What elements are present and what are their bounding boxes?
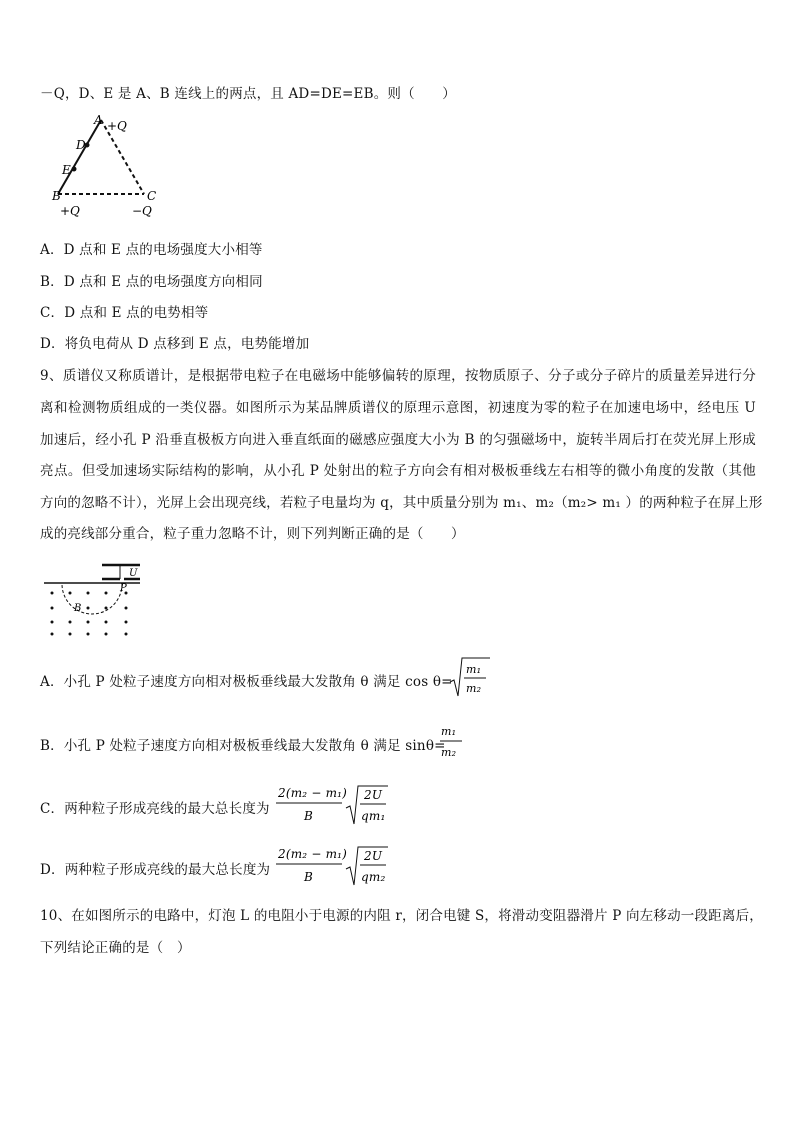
q9-stem-line-3: 加速后，经小孔 P 沿垂直极板方向进入垂直纸面的磁感应强度大小为 B 的匀强磁场中，旋转半周后打在荧光屏上形成 bbox=[40, 432, 756, 448]
label-B: B bbox=[52, 189, 61, 203]
q10-stem-line-2: 下列结论正确的是（ ） bbox=[40, 940, 191, 956]
label-minusQ-C: −Q bbox=[132, 204, 152, 218]
q9-stem-line-4: 亮点。但受加速场实际结构的影响，从小孔 P 处射出的粒子方向会有相对极板垂线左右相等的微小角度的发散（其他 bbox=[40, 463, 756, 479]
q9-mass-spectrometer-figure bbox=[40, 560, 150, 636]
label-plusQ-A: +Q bbox=[107, 119, 127, 133]
q9-option-b-formula bbox=[438, 720, 468, 764]
q9-option-a-denominator: m₂ bbox=[466, 682, 482, 695]
label-P: P bbox=[120, 583, 127, 594]
q9-option-b-denominator: m₂ bbox=[441, 746, 457, 759]
q8-option-c: C．D 点和 E 点的电势相等 bbox=[40, 305, 209, 321]
label-E: E bbox=[62, 163, 71, 177]
label-C: C bbox=[147, 189, 157, 203]
q9-option-b-text: B．小孔 P 处粒子速度方向相对极板垂线最大发散角 θ 满足 sinθ= bbox=[40, 738, 446, 754]
q9-option-d-root-denominator: qm₂ bbox=[361, 870, 386, 884]
q9-option-a-text: A．小孔 P 处粒子速度方向相对极板垂线最大发散角 θ 满足 cos θ= bbox=[40, 674, 453, 690]
q8-option-b: B．D 点和 E 点的电场强度方向相同 bbox=[40, 274, 263, 290]
q9-option-b-numerator: m₁ bbox=[441, 725, 457, 738]
q9-stem-line-6: 成的亮线部分重合，粒子重力忽略不计，则下列判断正确的是（ ） bbox=[40, 526, 465, 542]
q9-option-c-text: C．两种粒子形成亮线的最大总长度为 bbox=[40, 801, 270, 817]
q9-option-a-formula bbox=[448, 656, 492, 700]
q9-option-c-root-denominator: qm₁ bbox=[361, 809, 386, 823]
q9-stem-line-5: 方向的忽略不计），光屏上会出现亮线，若粒子电量均为 q，其中质量分别为 m₁、m₂（m₂> m₁ ）的两种粒子在屏上形 bbox=[40, 495, 763, 511]
label-D: D bbox=[76, 138, 86, 152]
q9-option-c-formula bbox=[274, 782, 392, 828]
q9-option-d-formula bbox=[274, 843, 392, 889]
label-B-field: B bbox=[74, 603, 82, 614]
q8-stem-tail: －Q，D、E 是 A、B 连线上的两点，且 AD=DE=EB。则（ ） bbox=[40, 86, 456, 102]
label-U: U bbox=[129, 568, 138, 579]
q10-stem-line-1: 10、在如图所示的电路中，灯泡 L 的电阻小于电源的内阻 r，闭合电键 S，将滑动变阻器滑片 P 向左移动一段距离后， bbox=[40, 908, 763, 924]
q8-triangle-figure bbox=[36, 112, 166, 222]
q9-option-d-root-numerator: 2U bbox=[364, 849, 383, 863]
q8-option-a: A．D 点和 E 点的电场强度大小相等 bbox=[40, 242, 263, 258]
label-plusQ-B: +Q bbox=[60, 204, 80, 218]
q9-option-a-numerator: m₁ bbox=[466, 663, 482, 676]
q9-stem-line-1: 9、质谱仪又称质谱计，是根据带电粒子在电磁场中能够偏转的原理，按物质原子、分子或分子碎片的质量差异进行分 bbox=[40, 368, 756, 384]
q9-option-c-root-numerator: 2U bbox=[364, 788, 383, 802]
q9-option-c-denominator: B bbox=[304, 809, 314, 823]
label-A: A bbox=[94, 113, 103, 127]
q9-option-d-denominator: B bbox=[304, 870, 314, 884]
q9-stem-line-2: 离和检测物质组成的一类仪器。如图所示为某品牌质谱仪的原理示意图，初速度为零的粒子在加速电场中，经电压 U bbox=[40, 400, 756, 416]
q8-option-d: D．将负电荷从 D 点移到 E 点，电势能增加 bbox=[40, 336, 310, 352]
q9-option-d-text: D．两种粒子形成亮线的最大总长度为 bbox=[40, 862, 271, 878]
q9-option-d-numerator: 2(m₂ − m₁) bbox=[278, 847, 348, 861]
q9-option-c-numerator: 2(m₂ − m₁) bbox=[278, 786, 348, 800]
